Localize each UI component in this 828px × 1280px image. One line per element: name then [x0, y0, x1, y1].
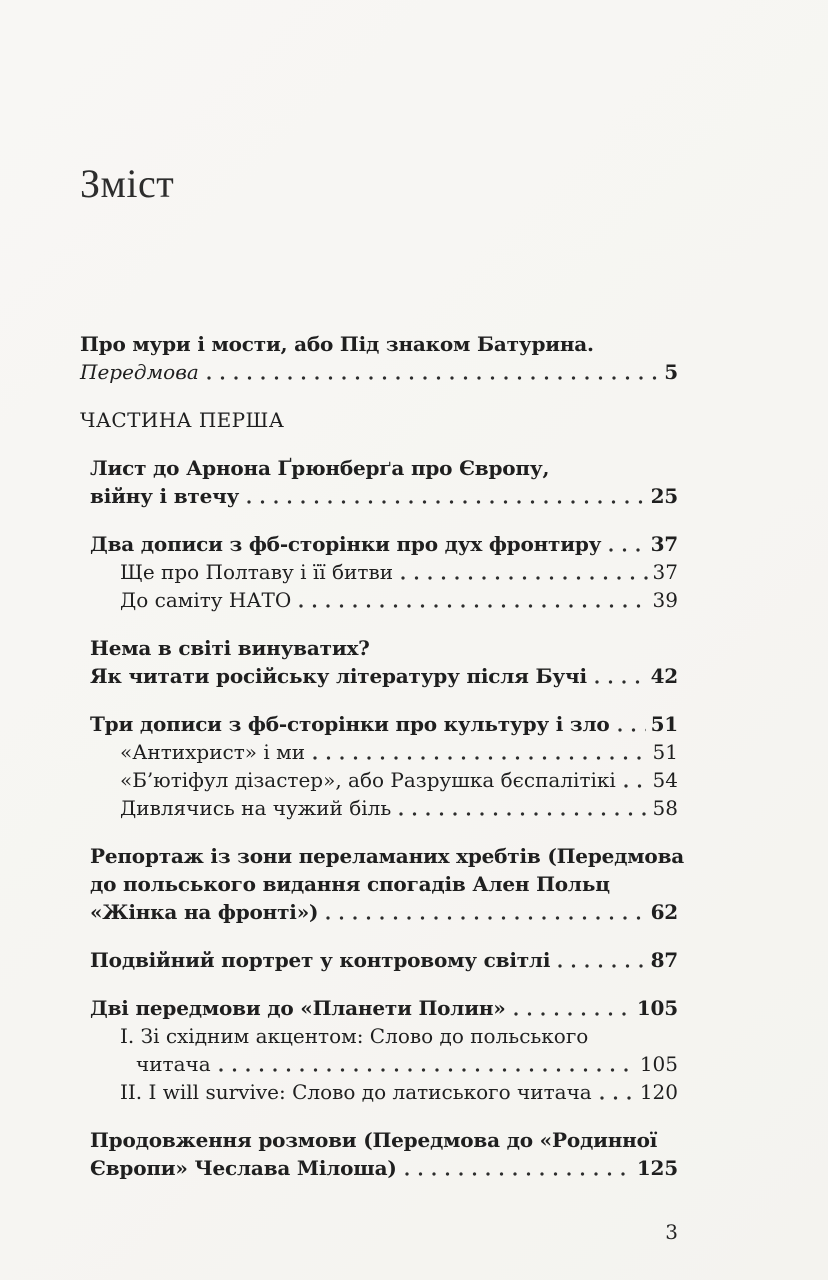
dot-leader	[618, 728, 646, 732]
dot-leader	[514, 1012, 632, 1016]
subentry-title: Ще про Полтаву і її битви	[120, 560, 394, 584]
toc-entry-two-posts	[80, 530, 678, 614]
entry-line	[90, 898, 678, 926]
subentry-title: II. I will survive: Слово до латиського читача	[120, 1080, 592, 1104]
toc	[80, 330, 685, 1182]
page-number: 54	[652, 768, 678, 792]
toc-entry-preface	[80, 330, 678, 386]
entry-line: до польського видання спогадів Ален Польц	[90, 872, 610, 896]
part-heading: ЧАСТИНА ПЕРША	[80, 408, 285, 432]
entry-line	[90, 530, 678, 558]
entry-line: Продовження розмови (Передмова до «Родинної	[90, 1128, 658, 1152]
toc-subentry	[90, 558, 678, 586]
entry-title: «Жінка на фронті»)	[90, 900, 319, 924]
entry-line	[90, 946, 678, 974]
toc-entry-letter	[80, 454, 678, 510]
page-number: 105	[639, 1052, 678, 1076]
dot-leader	[399, 812, 647, 816]
page-number: 42	[650, 664, 678, 688]
dot-leader	[247, 500, 645, 504]
dot-leader	[299, 604, 647, 608]
toc-subentry	[90, 794, 678, 822]
dot-leader	[595, 680, 646, 684]
dot-leader	[313, 756, 648, 760]
entry-line	[90, 994, 678, 1022]
entry-title: Подвійний портрет у контровому світлі	[90, 948, 551, 972]
page-number: 125	[636, 1156, 678, 1180]
subentry-title: До саміту НАТО	[120, 588, 292, 612]
dot-leader	[219, 1068, 635, 1072]
entry-title: Європи» Чеслава Мілоша)	[90, 1156, 397, 1180]
entry-title: Як читати російську літературу після Бучі	[90, 664, 587, 688]
page-number: 25	[650, 484, 678, 508]
page-number: 62	[650, 900, 678, 924]
entry-title: Три дописи з фб-сторінки про культуру і зло	[90, 712, 610, 736]
subentry-title: «Б’ютіфул дізастер», або Разрушка бєспалітікі	[120, 768, 616, 792]
entry-line	[80, 358, 678, 386]
subentry-title: «Антихрист» і ми	[120, 740, 306, 764]
subentry-title: Дивлячись на чужий біль	[120, 796, 392, 820]
toc-subentry: I. Зі східним акцентом: Слово до польського	[120, 1024, 589, 1048]
page-number: 37	[650, 532, 678, 556]
dot-leader	[207, 376, 660, 380]
entry-line	[90, 710, 678, 738]
entry-line	[90, 662, 678, 690]
entry-line	[90, 482, 678, 510]
entry-line: Репортаж із зони переламаних хребтів (Передмова	[90, 844, 685, 868]
page-number: 87	[650, 948, 678, 972]
toc-subentry	[90, 586, 678, 614]
entry-line: Лист до Арнона Ґрюнберґа про Європу,	[90, 456, 550, 480]
page-number: 37	[652, 560, 678, 584]
toc-entry-three-posts	[80, 710, 678, 822]
toc-entry-no-guilty	[80, 634, 678, 690]
dot-leader	[405, 1172, 632, 1176]
toc-subentry	[90, 1078, 678, 1106]
dot-leader	[609, 548, 645, 552]
entry-title: війну і втечу	[90, 484, 240, 508]
entry-subtitle: Передмова	[80, 360, 199, 384]
toc-subentry	[90, 738, 678, 766]
page-number: 51	[650, 712, 678, 736]
page-number: 58	[652, 796, 678, 820]
entry-line	[90, 1154, 678, 1182]
page-number: 51	[652, 740, 678, 764]
toc-entry-continuation	[80, 1126, 678, 1182]
toc-subentry-continuation	[90, 1050, 678, 1078]
dot-leader	[624, 784, 648, 788]
page-number: 105	[636, 996, 678, 1020]
toc-subentry	[90, 766, 678, 794]
toc-entry-reportage	[80, 842, 685, 926]
dot-leader	[600, 1096, 635, 1100]
entry-line: Про мури і мости, або Під знаком Батурина.	[80, 332, 594, 356]
toc-entry-double-portrait	[80, 946, 678, 974]
entry-title: Дві передмови до «Планети Полин»	[90, 996, 506, 1020]
folio-page-number: 3	[665, 1220, 678, 1244]
page-title: Зміст	[80, 161, 175, 206]
entry-line: Нема в світі винуватих?	[90, 636, 370, 660]
dot-leader	[401, 576, 648, 580]
toc-entry-two-prefaces	[80, 994, 678, 1106]
dot-leader	[558, 964, 645, 968]
page-number: 120	[639, 1080, 678, 1104]
page-number: 5	[664, 360, 678, 384]
page-number: 39	[652, 588, 678, 612]
entry-title: Два дописи з фб-сторінки про дух фронтиру	[90, 532, 602, 556]
dot-leader	[326, 916, 645, 920]
subentry-title: читача	[136, 1052, 211, 1076]
